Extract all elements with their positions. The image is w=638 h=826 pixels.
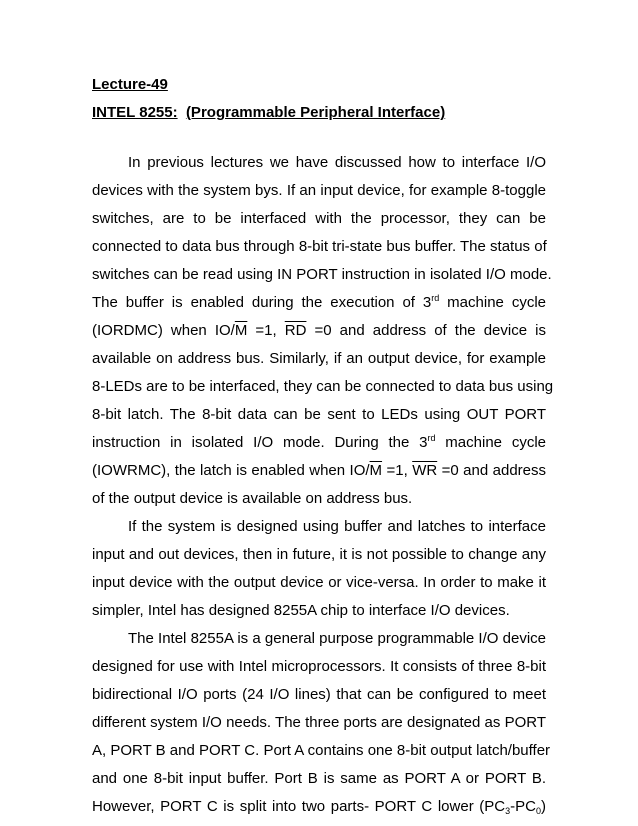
paragraph-line: 8-bit latch. The 8-bit data can be sent to LEDs using OUT PORT [92, 406, 546, 423]
paragraph-line: In previous lectures we have discussed how to interface I/O [128, 154, 546, 171]
paragraph-line: of the output device is available on address bus. [92, 490, 413, 507]
wr-bar: $\overline{WR}$ [412, 462, 438, 479]
m-bar: $\overline{M}$ [369, 462, 383, 479]
paragraph-line: simpler, Intel has designed 8255A chip to interface I/O devices. [92, 602, 510, 619]
paragraph-line: switches, are to be interfaced with the processor, they can be [92, 210, 546, 227]
paragraph-line: input and out devices, then in future, it is not possible to change any [92, 546, 546, 563]
chip-heading [92, 104, 546, 122]
paragraph-line: different system I/O needs. The three ports are designated as PORT [92, 714, 546, 731]
paragraph-line: and one 8-bit input buffer. Port B is same as PORT A or PORT B. [92, 770, 546, 787]
paragraph-line: designed for use with Intel microprocessors. It consists of three 8-bit [92, 658, 546, 675]
chip-name: INTEL 8255: [92, 104, 178, 121]
chip-subtitle: (Programmable Peripheral Interface) [185, 104, 446, 121]
paragraph-line: 8-LEDs are to be interfaced, they can be connected to data bus using [92, 378, 554, 395]
paragraph-line: bidirectional I/O ports (24 I/O lines) that can be configured to meet [92, 686, 546, 703]
paragraph-line: available on address bus. Similarly, if an output device, for example [92, 350, 546, 367]
paragraph-line: devices with the system bys. If an input device, for example 8-toggle [92, 182, 546, 199]
m-bar: $\overline{M}$ [234, 322, 248, 339]
paragraph-line: (IORDMC) when $IO/\overline{M} =1$, $\overline{RD} =0$ and address of the device is [92, 322, 546, 339]
paragraph-line: A, PORT B and PORT C. Port A contains one 8-bit output latch/buffer [92, 742, 551, 759]
paragraph-line: (IOWRMC), the latch is enabled when $IO/\overline{M} =1$, $\overline{WR} =0$ and address [92, 462, 547, 479]
paragraph-line: instruction in isolated I/O mode. During the 3rd machine cycle [92, 433, 546, 451]
lecture-heading: Lecture-49 [92, 76, 168, 93]
paragraph-line: connected to data bus through 8-bit tri-state bus buffer. The status of [92, 238, 547, 255]
paragraph-line: If the system is designed using buffer and latches to interface [128, 518, 546, 535]
paragraph-line: However, PORT C is split into two parts- PORT C lower $(PC_3-PC_0)$ [92, 798, 546, 816]
paragraph-line: input device with the output device or vice-versa. In order to make it [92, 574, 546, 591]
paragraph-line: switches can be read using IN PORT instruction in isolated I/O mode. [92, 266, 552, 283]
paragraph-line: The buffer is enabled during the execution of 3rd machine cycle [92, 293, 546, 311]
paragraph-line: The Intel 8255A is a general purpose programmable I/O device [128, 630, 546, 647]
rd-bar: $\overline{RD}$ [284, 322, 307, 339]
